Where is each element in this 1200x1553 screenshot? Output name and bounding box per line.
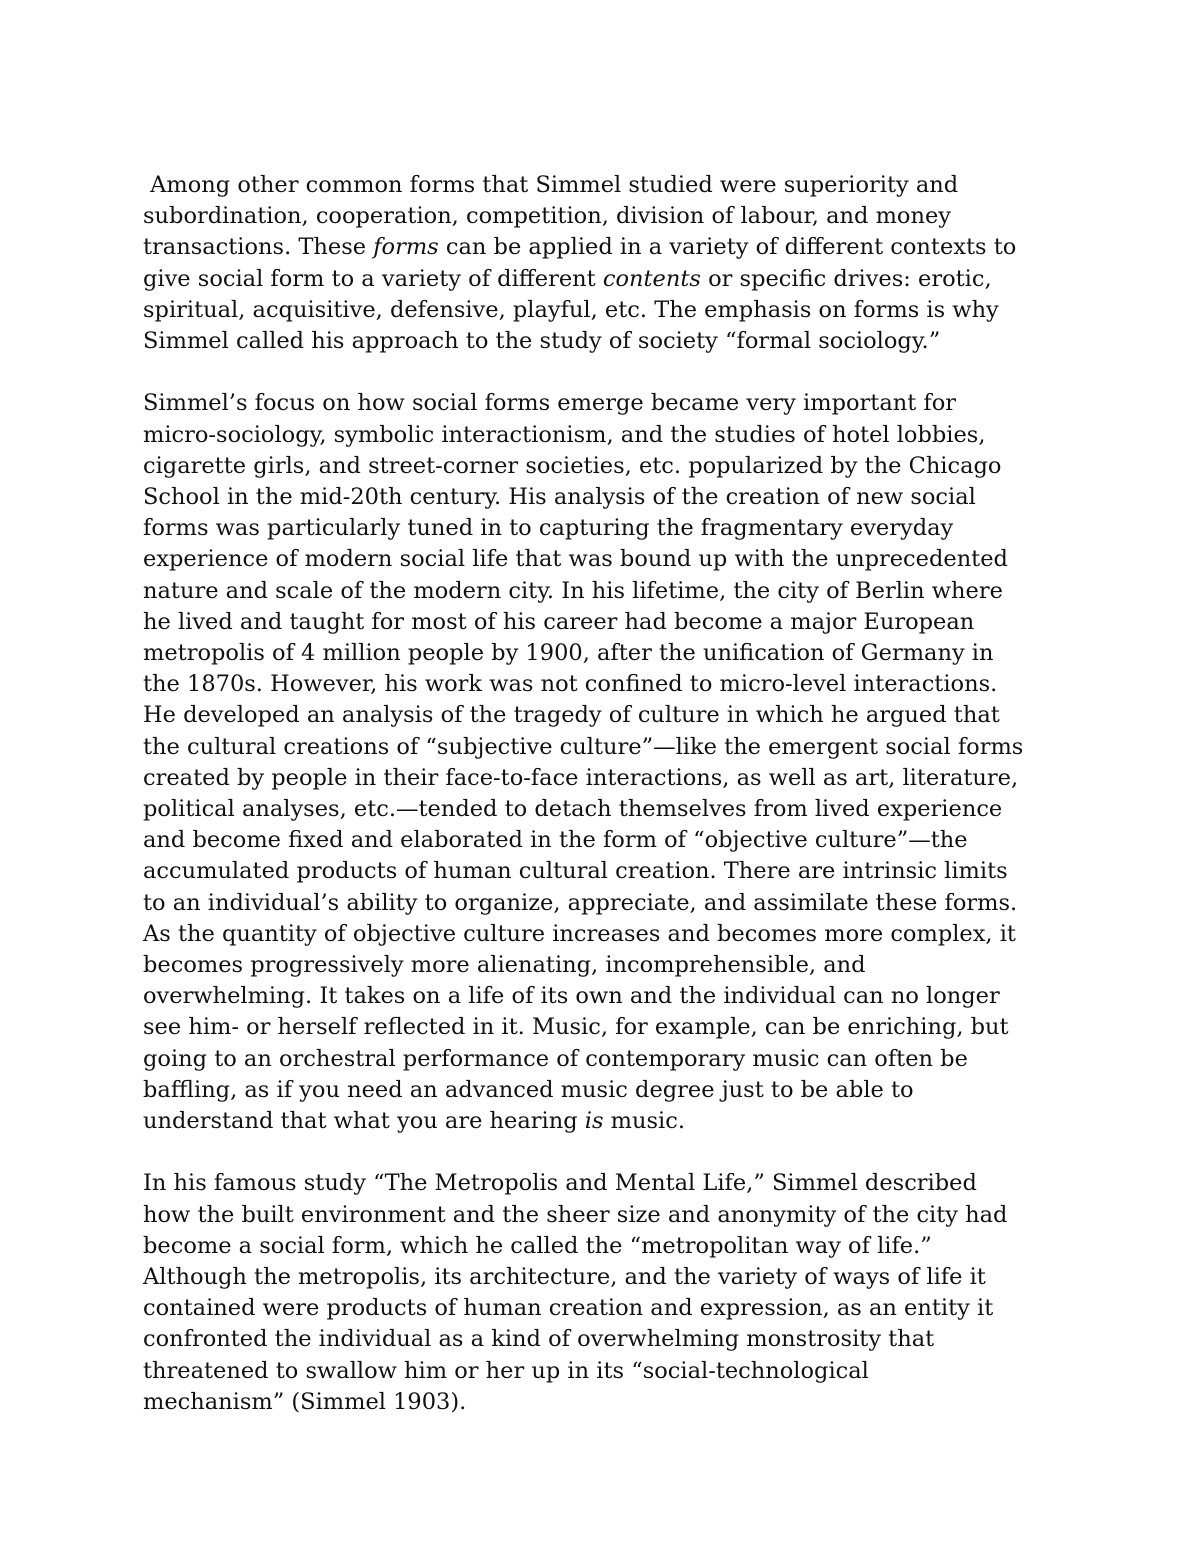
- text-run: Simmel called his approach to the study of society “formal sociology.”: [143, 328, 941, 355]
- italic-run: forms: [373, 234, 439, 261]
- text-line: [143, 1387, 1073, 1418]
- text-run: music.: [603, 1108, 685, 1135]
- text-line: [143, 607, 1073, 638]
- text-run: confronted the individual as a kind of overwhelming monstrosity that: [143, 1326, 935, 1353]
- text-line: [143, 1262, 1073, 1293]
- text-line: [143, 576, 1073, 607]
- text-run: forms was particularly tuned in to capturing the fragmentary everyday: [143, 515, 954, 542]
- text-line: [143, 451, 1073, 482]
- text-line: [143, 201, 1073, 232]
- text-line: [143, 669, 1073, 700]
- italic-run: contents: [602, 265, 701, 292]
- text-run: he lived and taught for most of his career had become a major European: [143, 608, 975, 635]
- text-run: baffling, as if you need an advanced music degree just to be able to: [143, 1076, 914, 1103]
- text-line: [143, 1200, 1073, 1231]
- text-run: experience of modern social life that was bound up with the unprecedented: [143, 546, 1008, 573]
- text-line: [143, 544, 1073, 575]
- text-run: overwhelming. It takes on a life of its own and the individual can no longer: [143, 983, 1000, 1010]
- text-line: [143, 919, 1073, 950]
- text-run: political analyses, etc.—tended to detach themselves from lived experience: [143, 796, 1003, 823]
- text-line: [143, 732, 1073, 763]
- text-line: [143, 856, 1073, 887]
- text-run: created by people in their face-to-face interactions, as well as art, literature,: [143, 764, 1019, 791]
- text-line: [143, 1293, 1073, 1324]
- text-line: [143, 888, 1073, 919]
- text-line: [143, 1012, 1073, 1043]
- text-line: [143, 638, 1073, 669]
- text-run: micro-sociology, symbolic interactionism, and the studies of hotel lobbies,: [143, 421, 986, 448]
- text-run: Although the metropolis, its architecture, and the variety of ways of life it: [143, 1264, 986, 1291]
- italic-run: is: [584, 1108, 604, 1135]
- text-line: [143, 981, 1073, 1012]
- paragraph-3: [143, 1168, 1073, 1418]
- text-run: give social form to a variety of different: [143, 265, 603, 292]
- text-run: or specific drives: erotic,: [700, 265, 992, 292]
- text-run: In his famous study “The Metropolis and Mental Life,” Simmel described: [143, 1170, 977, 1197]
- text-line: [143, 700, 1073, 731]
- paragraph-2: [143, 388, 1073, 1137]
- text-line: [143, 513, 1073, 544]
- text-line: [143, 170, 1073, 201]
- text-run: become a social form, which he called the “metropolitan way of life.”: [143, 1232, 932, 1259]
- text-run: As the quantity of objective culture increases and becomes more complex, it: [143, 920, 1016, 947]
- text-run: metropolis of 4 million people by 1900, after the unification of Germany in: [143, 640, 994, 667]
- text-line: [143, 1168, 1073, 1199]
- text-run: mechanism” (Simmel 1903).: [143, 1388, 467, 1415]
- paragraph-1: [143, 170, 1073, 357]
- text-line: [143, 264, 1073, 295]
- text-line: [143, 1106, 1073, 1137]
- text-run: threatened to swallow him or her up in its “social-technological: [143, 1357, 869, 1384]
- text-run: see him- or herself reflected in it. Music, for example, can be enriching, but: [143, 1014, 1009, 1041]
- text-line: [143, 950, 1073, 981]
- text-line: [143, 326, 1073, 357]
- text-run: transactions. These: [143, 234, 374, 261]
- text-line: [143, 482, 1073, 513]
- text-run: the cultural creations of “subjective culture”—like the emergent social forms: [143, 733, 1024, 760]
- text-run: subordination, cooperation, competition, division of labour, and money: [143, 203, 951, 230]
- text-run: He developed an analysis of the tragedy of culture in which he argued that: [143, 702, 1000, 729]
- text-line: [143, 1324, 1073, 1355]
- text-line: [143, 1231, 1073, 1262]
- text-run: contained were products of human creation and expression, as an entity it: [143, 1295, 994, 1322]
- text-line: [143, 794, 1073, 825]
- text-line: [143, 232, 1073, 263]
- text-run: becomes progressively more alienating, incomprehensible, and: [143, 952, 866, 979]
- text-run: understand that what you are hearing: [143, 1108, 585, 1135]
- text-line: [143, 763, 1073, 794]
- text-run: to an individual’s ability to organize, appreciate, and assimilate these forms.: [143, 889, 1018, 916]
- text-run: going to an orchestral performance of contemporary music can often be: [143, 1045, 968, 1072]
- text-run: Among other common forms that Simmel studied were superiority and: [143, 172, 959, 198]
- text-run: can be applied in a variety of different contexts to: [438, 234, 1017, 261]
- text-run: School in the mid-20th century. His analysis of the creation of new social: [143, 484, 976, 511]
- text-line: [143, 295, 1073, 326]
- text-line: [143, 1044, 1073, 1075]
- text-run: nature and scale of the modern city. In his lifetime, the city of Berlin where: [143, 577, 1003, 604]
- text-line: [143, 825, 1073, 856]
- text-line: [143, 420, 1073, 451]
- text-run: the 1870s. However, his work was not confined to micro-level interactions.: [143, 671, 998, 698]
- text-line: [143, 1356, 1073, 1387]
- text-run: and become fixed and elaborated in the form of “objective culture”—the: [143, 827, 968, 854]
- document-body: [143, 170, 1073, 1449]
- text-run: how the built environment and the sheer size and anonymity of the city had: [143, 1201, 1008, 1228]
- text-run: spiritual, acquisitive, defensive, playful, etc. The emphasis on forms is why: [143, 296, 999, 323]
- text-run: cigarette girls, and street-corner societies, etc. popularized by the Chicago: [143, 452, 1002, 479]
- text-line: [143, 1075, 1073, 1106]
- text-run: accumulated products of human cultural creation. There are intrinsic limits: [143, 858, 1008, 885]
- text-line: [143, 388, 1073, 419]
- text-run: Simmel’s focus on how social forms emerge became very important for: [143, 390, 957, 417]
